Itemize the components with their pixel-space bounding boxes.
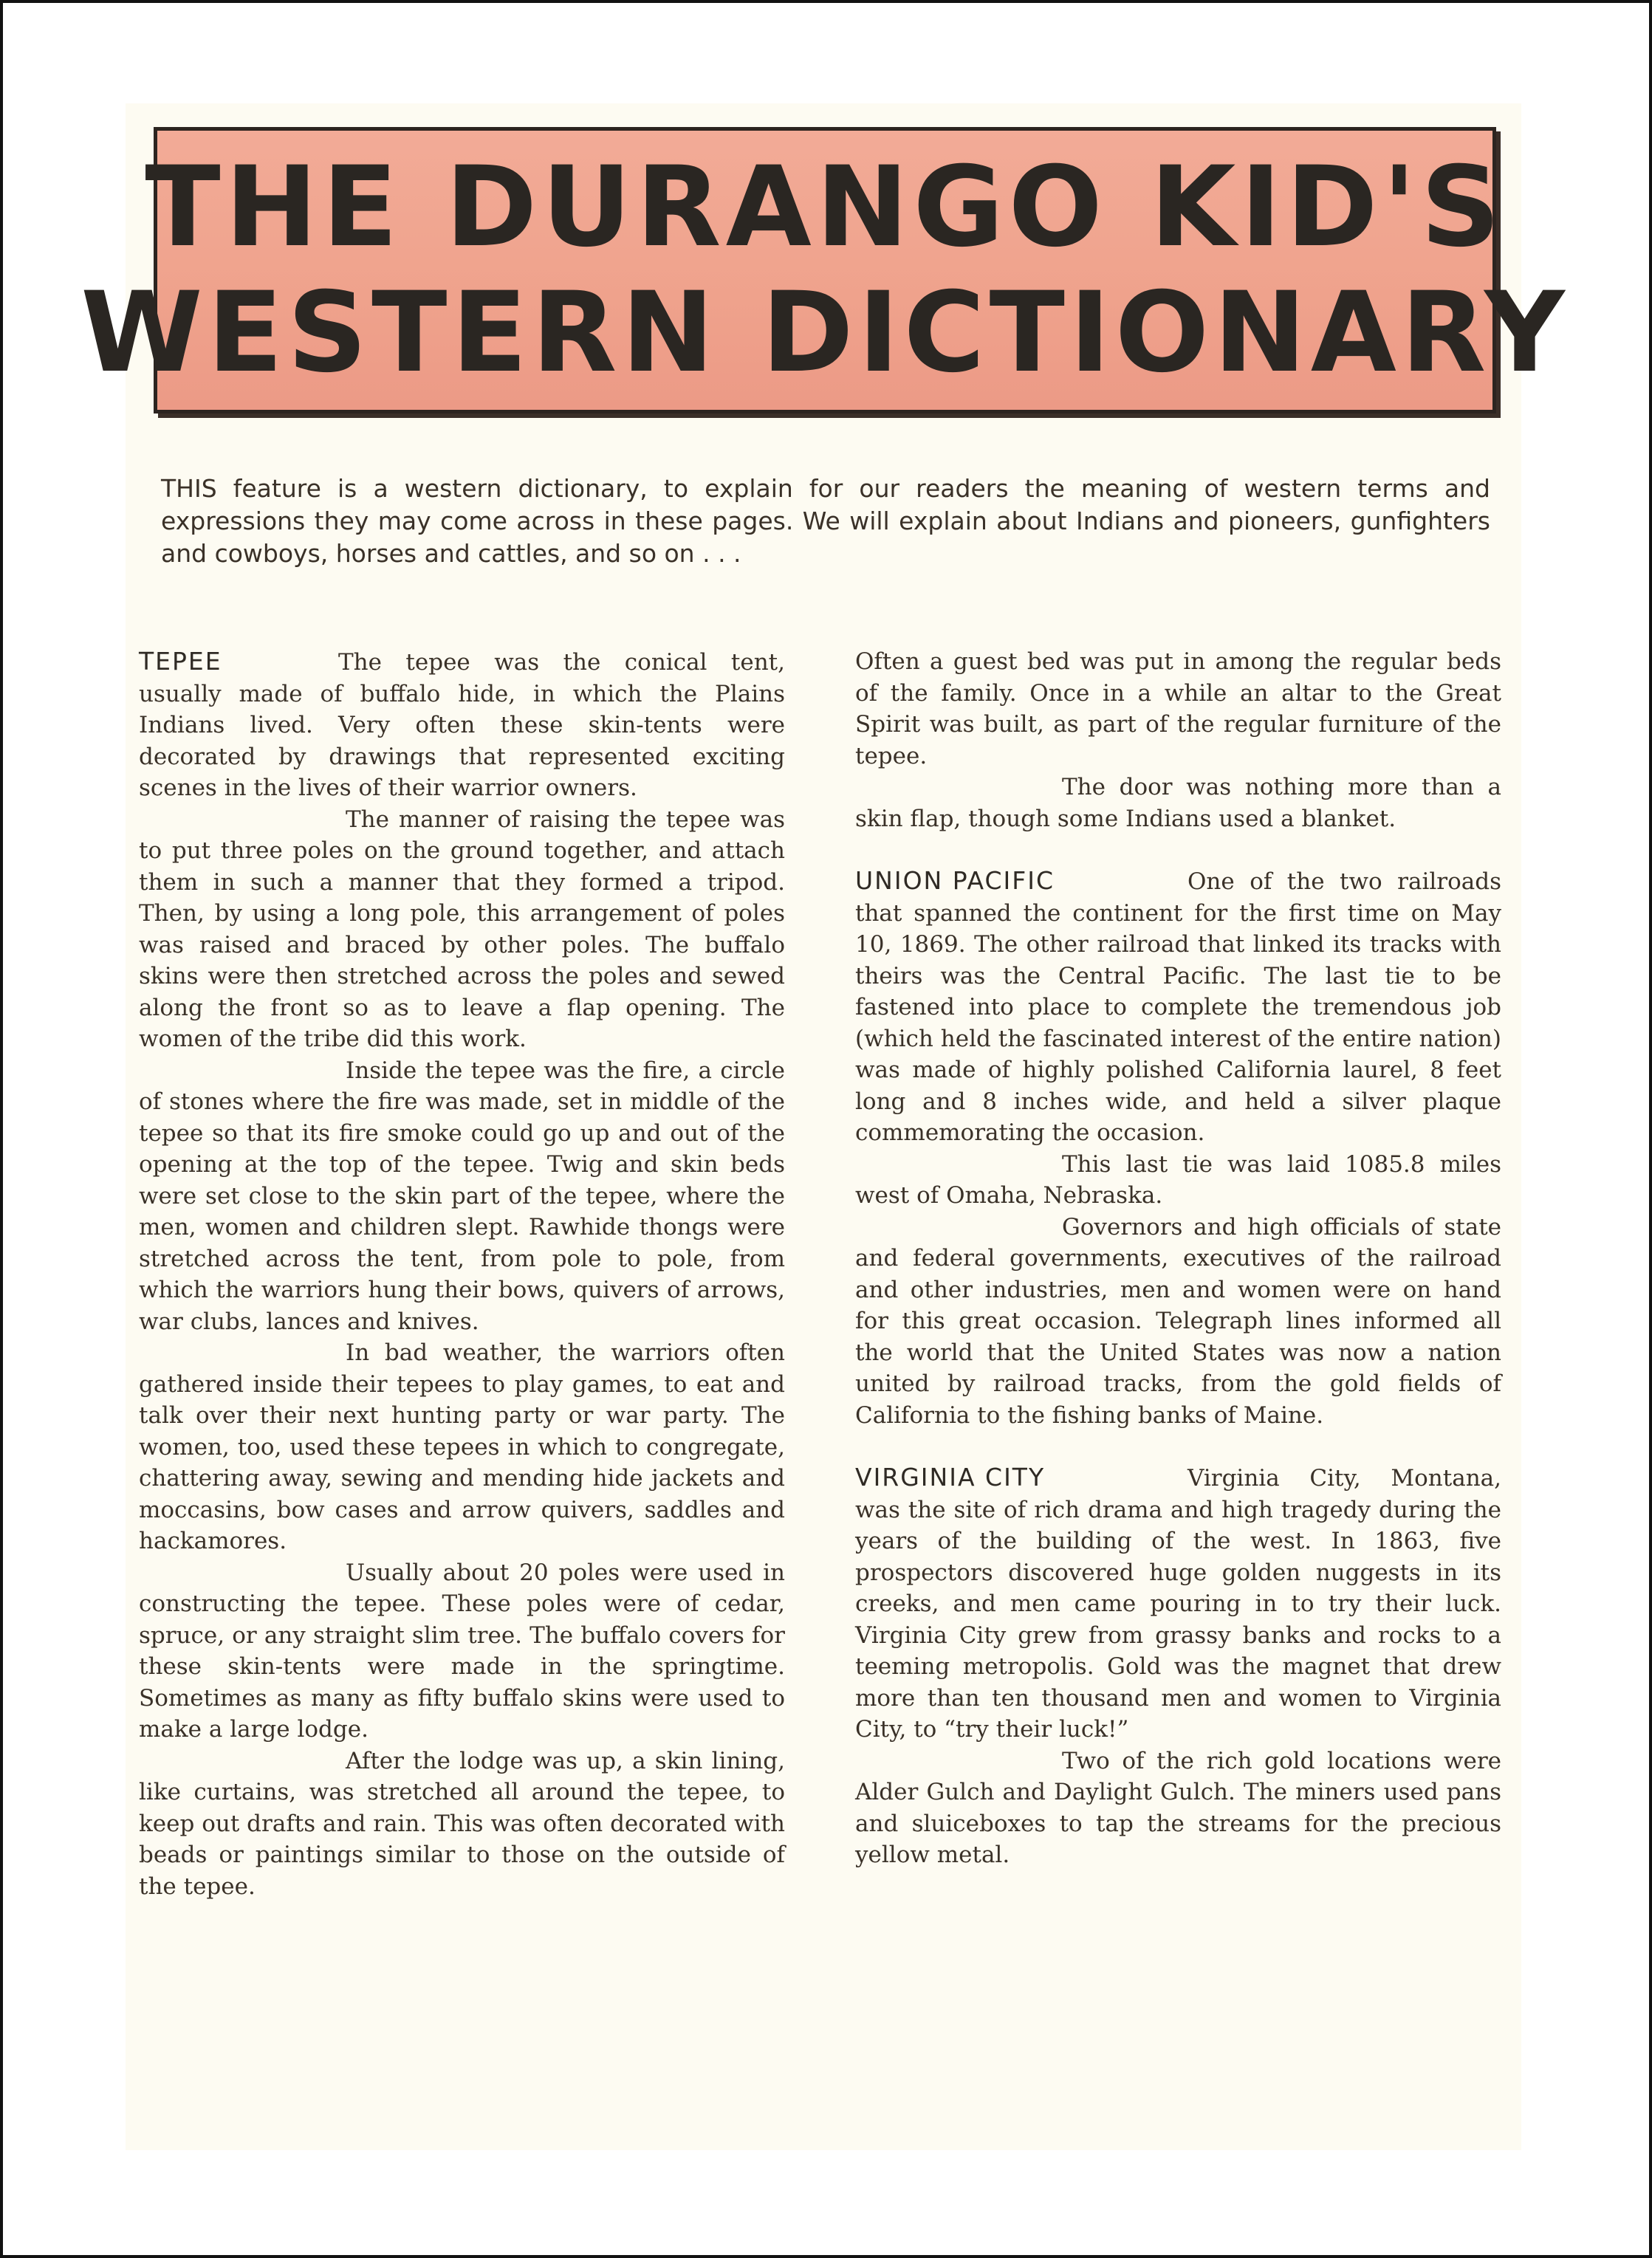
- union-pacific-paragraph-2: This last tie was laid 1085.8 miles west of Omaha, Nebraska.: [855, 1150, 1501, 1209]
- virginia-city-paragraph-1: Virginia City, Montana, was the site of rich drama and high tragedy during the years of the building of the west. In 1863, five prospectors discovered huge golden nuggests in its creeks, and men came pouring in to try their luck. Virginia City grew from grassy banks and rocks to a teeming metropolis. Gold was the magnet that drew more than ten thousand men and women to Virginia City, to “try their luck!”: [855, 1465, 1501, 1743]
- tepee-paragraph-8: The door was nothing more than a skin flap, though some Indians used a blanket.: [855, 774, 1501, 832]
- left-column: [139, 646, 785, 1902]
- entry-spacer: [855, 1431, 1501, 1462]
- tepee-paragraph-7: Often a guest bed was put in among the regular beds of the family. Once in a while an altar to the Great Spirit was built, as part of the regular furniture of the tepee.: [855, 648, 1501, 769]
- union-pacific-paragraph-1: One of the two railroads that spanned the continent for the first time on May 10, 1869. The other railroad that linked its tracks with theirs was the Central Pacific. The last tie to be fastened into place to complete the tremendous job (which held the fascinated interest of the entire nation) was made of highly polished California laurel, 8 feet long and 8 inches wide, and held a silver plaque commemorating the occasion.: [855, 868, 1501, 1146]
- tepee-entry-first: [139, 646, 785, 804]
- union-pacific-paragraph-3: Governors and high officials of state and federal governments, executives of the railroad and other industries, men and women were on hand for this great occasion. Telegraph lines informed all the world that the United States was now a nation united by railroad tracks, from the gold fields of California to the fishing banks of Maine.: [855, 1213, 1501, 1429]
- title-line-1: THE DURANGO KID'S: [145, 143, 1505, 272]
- tepee-paragraph-4: In bad weather, the warriors often gathered inside their tepees to play games, to eat and talk over their next hunting party or war party. The women, too, used these tepees in which to congregate, chattering away, sewing and mending hide jackets and moccasins, bow cases and arrow quivers, saddles and hackamores.: [139, 1339, 785, 1554]
- union-pacific-entry-first: [855, 865, 1501, 1149]
- tepee-paragraph-1: The tepee was the conical tent, usually made of buffalo hide, in which the Plains Indians lived. Very often these skin-tents were decorated by drawings that represented exciting scenes in the lives of their warrior owners.: [139, 649, 785, 801]
- tepee-paragraph-3: Inside the tepee was the fire, a circle of stones where the fire was made, set in middle of the tepee so that its fire smoke could go up and out of the opening at the top of the tepee. Twig and skin beds were set close to the skin part of the tepee, where the men, women and children slept. Rawhide thongs were stretched across the tent, from pole to pole, from which the warriors hung their bows, quivers of arrows, war clubs, lances and knives.: [139, 1057, 785, 1335]
- tepee-paragraph-5: Usually about 20 poles were used in constructing the tepee. These poles were of cedar, spruce, or any straight slim tree. The buffalo covers for these skin-tents were made in the springtime. Sometimes as many as fifty buffalo skins were used to make a large lodge.: [139, 1559, 785, 1743]
- entry-term-union-pacific: UNION PACIFIC: [855, 866, 1055, 895]
- entry-term-tepee: TEPEE: [139, 647, 222, 676]
- entry-term-virginia-city: VIRGINIA CITY: [855, 1463, 1046, 1492]
- dictionary-page: [80, 103, 1569, 2150]
- intro-paragraph: THIS feature is a western dictionary, to explain for our readers the meaning of western terms and expressions they may come across in these pages. We will explain about Indians and pioneers, gunfighters and cowboys, horses and cattles, and so on . . .: [161, 474, 1490, 568]
- entry-spacer: [855, 834, 1501, 865]
- tepee-paragraph-2: The manner of raising the tepee was to put three poles on the ground together, and attach them in such a manner that they formed a tripod. Then, by using a long pole, this arrangement of poles was raised and braced by other poles. The buffalo skins were then stretched across the poles and sewed along the front so as to leave a flap opening. The women of the tribe did this work.: [139, 806, 785, 1052]
- virginia-city-entry-first: [855, 1462, 1501, 1746]
- virginia-city-paragraph-2: Two of the rich gold locations were Alder Gulch and Daylight Gulch. The miners used pans and sluiceboxes to tap the streams for the precious yellow metal.: [855, 1747, 1501, 1868]
- title-line-2: WESTERN DICTIONARY: [80, 269, 1569, 397]
- tepee-paragraph-6: After the lodge was up, a skin lining, like curtains, was stretched all around the tepee, to keep out drafts and rain. This was often decorated with beads or paintings similar to those on the outside of the tepee.: [139, 1747, 785, 1900]
- right-column: [855, 646, 1501, 1871]
- title-banner: [80, 127, 1569, 413]
